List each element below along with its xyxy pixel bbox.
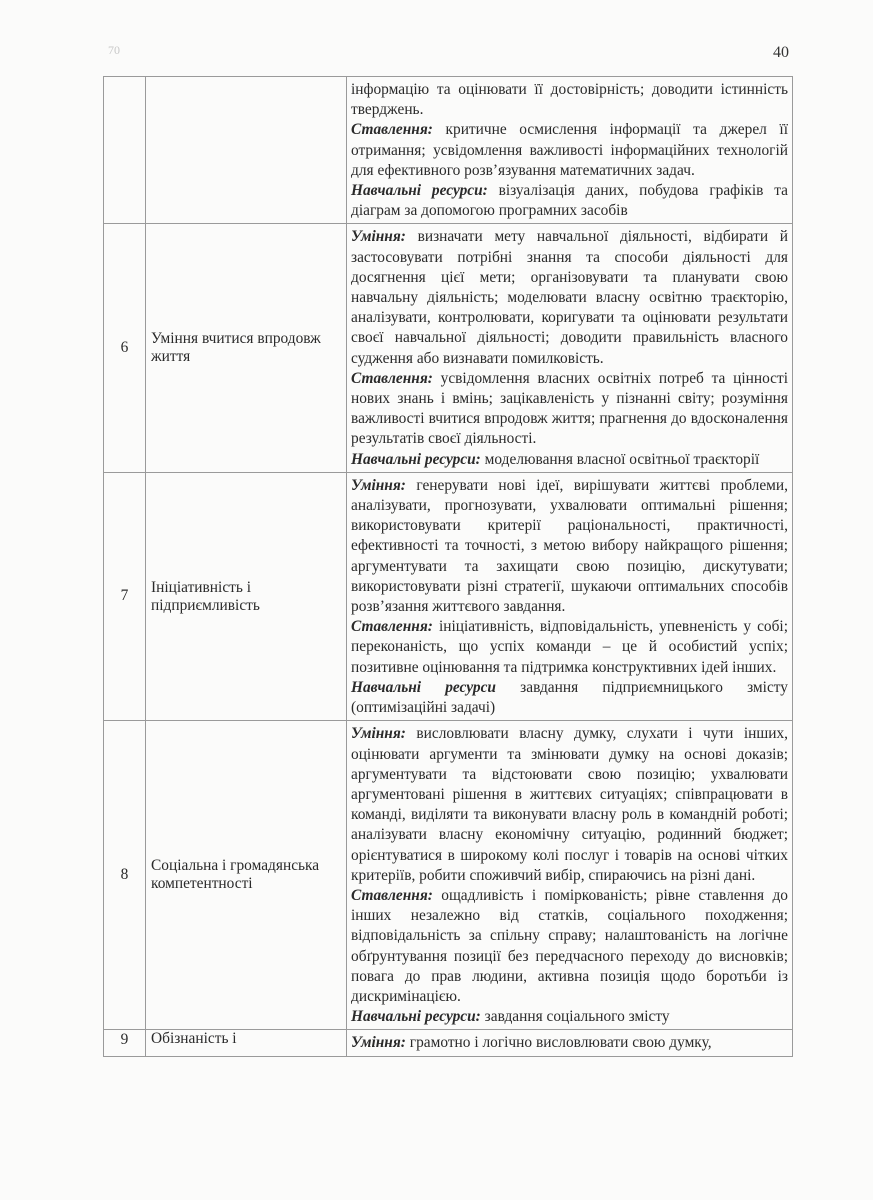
attitude-paragraph bbox=[351, 886, 788, 1007]
skills-paragraph bbox=[351, 1033, 788, 1053]
row-number: 7 bbox=[104, 472, 146, 720]
attitude-text: усвідомлення власних освітніх потреб та цінності нових знань і вмінь; зацікавленість у пізнанні світу; розуміння важливості вчитися впродовж життя; прагнення до вдосконалення результатів своєї діяльності. bbox=[351, 369, 788, 448]
page-number: 40 bbox=[773, 44, 789, 61]
resources-label: Навчальні ресурси: bbox=[351, 182, 488, 200]
skills-text: висловлювати власну думку, слухати і чути інших, оцінювати аргументи та змінювати думку на основі доказів; аргументувати та відстоювати свою позицію; ухвалювати аргументовані рішення в життєвих ситуаціях; співпрацювати в команді, виділяти та виконувати власну роль в командній роботі; аналізувати власну економічну ситуацію, родинний бюджет; орієнтуватися в широкому колі послуг і товарів на основі чітких критеріїв, робити споживчий вибір, спираючись на різні дані. bbox=[351, 725, 788, 884]
competency-name: Обізнаність і bbox=[146, 1030, 347, 1056]
resources-text: завдання соціального змісту bbox=[484, 1008, 670, 1026]
attitude-text: критичне осмислення інформації та джерел її отримання; усвідомлення важливості інформаційних технологій для ефективного розв’язування математичних задач. bbox=[351, 121, 788, 179]
skills-text: грамотно і логічно висловлювати свою думку, bbox=[409, 1034, 712, 1052]
skills-text: визначати мету навчальної діяльності, відбирати й застосовувати потрібні знання та способи діяльності для досягнення цієї мети; організовувати та планувати свою навчальну діяльність; моделювати власну освітню траєкторію, аналізувати, контролювати, коригувати та оцінювати результати своєї навчальної діяльності; доводити правильність власного судження або визнавати помилковість. bbox=[351, 228, 788, 367]
competency-name: Ініціативність і підприємливість bbox=[146, 472, 347, 720]
attitude-label: Ставлення: bbox=[351, 618, 433, 636]
table-row bbox=[104, 472, 793, 720]
resources-paragraph bbox=[351, 1007, 788, 1027]
attitude-paragraph bbox=[351, 617, 788, 678]
competency-description bbox=[347, 77, 793, 224]
attitude-paragraph bbox=[351, 120, 788, 181]
row-number: 6 bbox=[104, 224, 146, 472]
competency-name: Соціальна і громадянська компетентності bbox=[146, 721, 347, 1030]
skills-text: інформацію та оцінювати її достовірність; доводити істинність тверджень. bbox=[351, 81, 788, 119]
table-row bbox=[104, 224, 793, 472]
competency-name bbox=[146, 77, 347, 224]
attitude-paragraph bbox=[351, 369, 788, 450]
competency-name: Уміння вчитися впродовж життя bbox=[146, 224, 347, 472]
skills-paragraph bbox=[351, 80, 788, 120]
skills-paragraph bbox=[351, 227, 788, 368]
competencies-table bbox=[103, 76, 793, 1057]
competency-description bbox=[347, 472, 793, 720]
resources-label: Навчальні ресурси bbox=[351, 678, 496, 696]
skills-label: Уміння: bbox=[351, 476, 406, 494]
resources-text: моделювання власної освітньої траєкторії bbox=[484, 450, 760, 468]
skills-label: Уміння: bbox=[351, 1034, 406, 1052]
skills-label: Уміння: bbox=[351, 228, 406, 246]
attitude-label: Ставлення: bbox=[351, 121, 433, 139]
table-row bbox=[104, 77, 793, 224]
attitude-label: Ставлення: bbox=[351, 886, 433, 904]
skills-paragraph bbox=[351, 724, 788, 886]
attitude-text: ощадливість і поміркованість; рівне ставлення до інших незалежно від статків, соціального походження; відповідальність за спільну справу; налаштованість на логічне обґрунтування позиції без передчасного переходу до висновків; повага до прав людини, активна позиція щодо боротьби із дискримінацією. bbox=[351, 886, 788, 1005]
resources-paragraph bbox=[351, 450, 788, 470]
attitude-label: Ставлення: bbox=[351, 369, 433, 387]
table-row bbox=[104, 721, 793, 1030]
resources-label: Навчальні ресурси: bbox=[351, 1008, 481, 1026]
resources-text: візуалізація даних, побудова графіків та діаграм за допомогою програмних засобів bbox=[351, 182, 788, 220]
row-number: 9 bbox=[104, 1030, 146, 1056]
faint-corner-mark: 70 bbox=[108, 43, 120, 57]
resources-paragraph bbox=[351, 181, 788, 221]
competency-description bbox=[347, 721, 793, 1030]
skills-paragraph bbox=[351, 476, 788, 617]
skills-label: Уміння: bbox=[351, 725, 406, 743]
row-number bbox=[104, 77, 146, 224]
competency-description bbox=[347, 1030, 793, 1056]
resources-text: завдання підприємницького змісту (оптимізаційні задачі) bbox=[351, 678, 788, 717]
attitude-text: ініціативність, відповідальність, упевненість у собі; переконаність, що успіх команди – це й особистий успіх; позитивне оцінювання та підтримка конструктивних ідей інших. bbox=[351, 618, 788, 676]
skills-text: генерувати нові ідеї, вирішувати життєві проблеми, аналізувати, прогнозувати, ухвалювати оптимальні рішення; використовувати критерії раціональності, практичності, ефективності та точності, з метою вибору найкращого рішення; аргументувати та захищати свою позицію, дискутувати; використовувати різні стратегії, шукаючи оптимальних способів розв’язання життєвого завдання. bbox=[351, 476, 788, 616]
competency-description bbox=[347, 224, 793, 472]
row-number: 8 bbox=[104, 721, 146, 1030]
table-row bbox=[104, 1030, 793, 1056]
resources-paragraph bbox=[351, 678, 788, 718]
resources-label: Навчальні ресурси: bbox=[351, 450, 481, 468]
